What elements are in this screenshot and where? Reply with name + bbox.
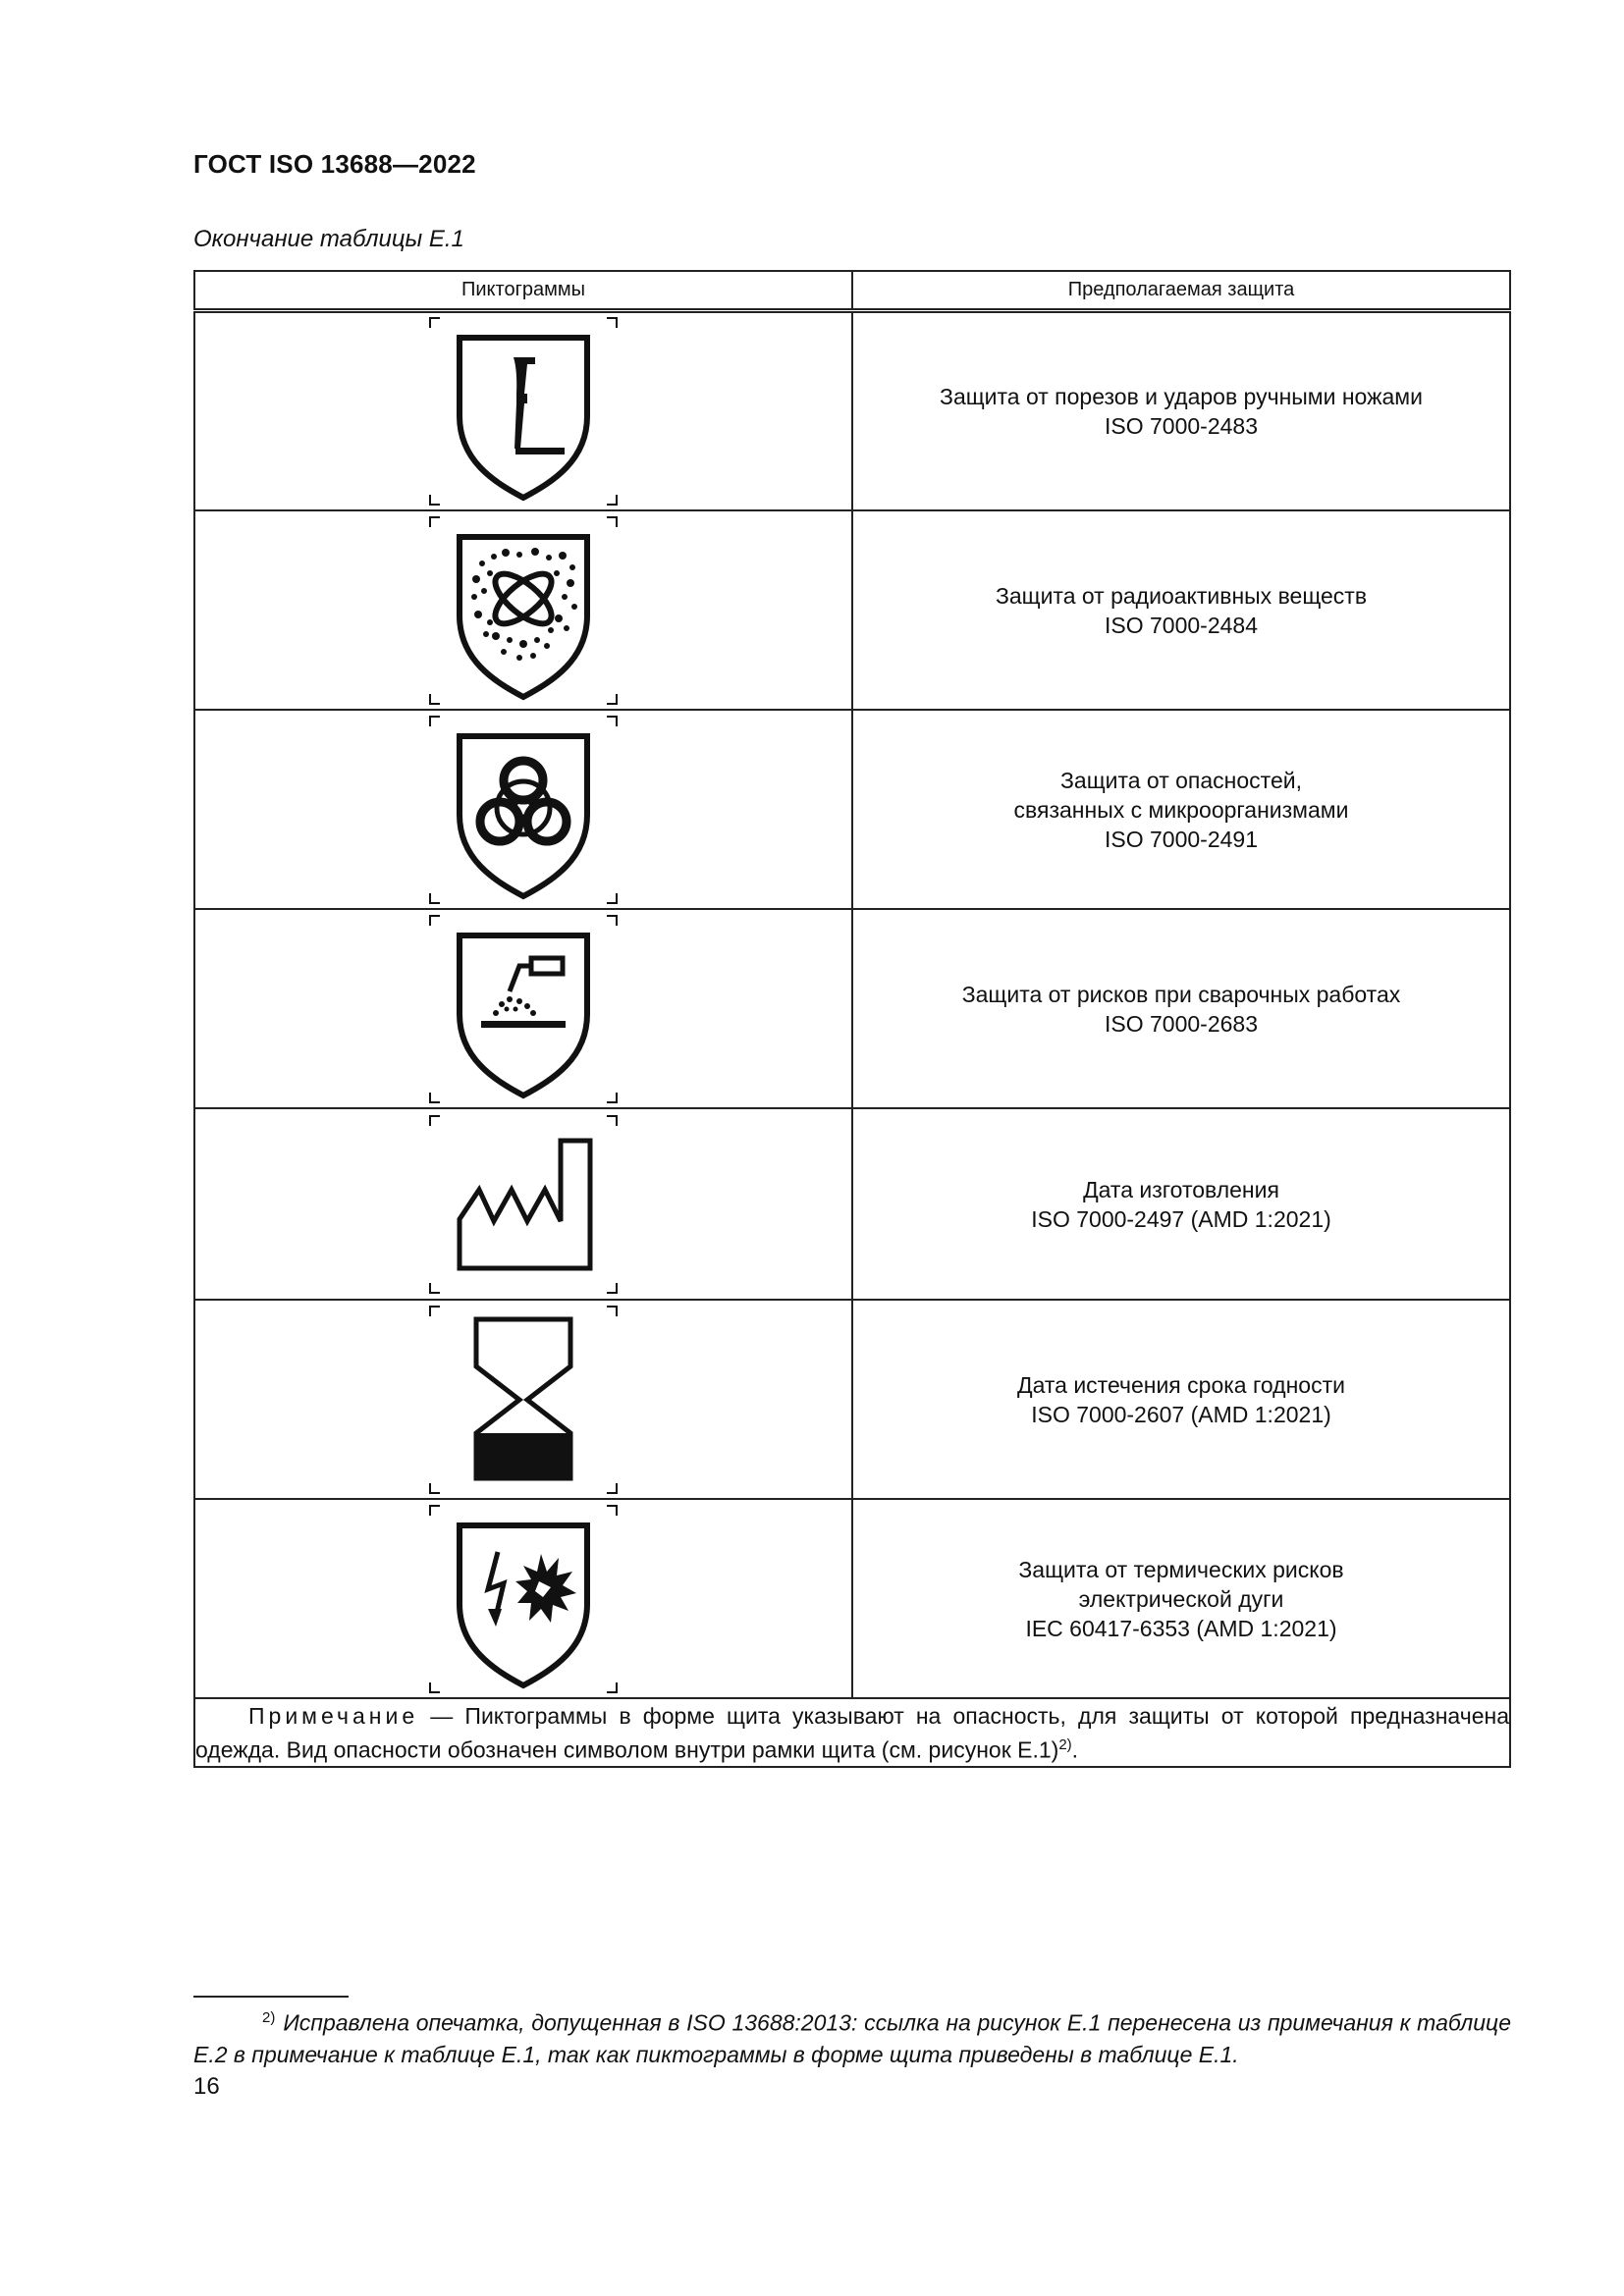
protection-description: Дата истечения срока годности ISO 7000-2607 (AMD 1:2021) — [852, 1300, 1510, 1499]
knife-cut-shield-icon — [425, 313, 622, 509]
hourglass-icon — [425, 1302, 622, 1498]
table-row — [194, 1499, 1510, 1698]
radioactive-shield-icon — [425, 512, 622, 709]
footnote-marker: 2) — [262, 2009, 276, 2026]
table-row — [194, 1108, 1510, 1300]
table-row — [194, 909, 1510, 1108]
note-text: — Пиктограммы в форме щита указывают на опасность, для защиты от которой предназначена одежда. Вид опасности обозначен символом внутри рамки щита (см. рисунок Е.1) — [195, 1702, 1509, 1763]
protection-description: Защита от радиоактивных веществ ISO 7000-2484 — [852, 510, 1510, 710]
footnote-text: Исправлена опечатка, допущенная в ISO 13688:2013: ссылка на рисунок Е.1 перенесена из примечания к таблице Е.2 в примечание к таблице Е.1, так как пиктограммы в форме щита приведены в таблице Е.1. — [193, 2009, 1511, 2067]
protection-description: Защита от термических рисков электрической дуги IEC 60417-6353 (AMD 1:2021) — [852, 1499, 1510, 1698]
table-note-row — [194, 1698, 1510, 1767]
electric-arc-shield-icon — [425, 1501, 622, 1697]
factory-icon — [425, 1111, 622, 1298]
table-row — [194, 1300, 1510, 1499]
protection-description: Защита от опасностей, связанных с микроорганизмами ISO 7000-2491 — [852, 710, 1510, 909]
table-row — [194, 510, 1510, 710]
table-row — [194, 311, 1510, 511]
protection-description: Дата изготовления ISO 7000-2497 (AMD 1:2021) — [852, 1108, 1510, 1300]
pictogram-cell — [194, 510, 852, 710]
biohazard-shield-icon — [425, 712, 622, 908]
pictogram-cell — [194, 710, 852, 909]
table-caption: Окончание таблицы Е.1 — [193, 226, 464, 252]
protection-description: Защита от порезов и ударов ручными ножами ISO 7000-2483 — [852, 311, 1510, 511]
document-header: ГОСТ ISO 13688—2022 — [193, 149, 476, 179]
note-label: Примечание — [248, 1702, 419, 1729]
note-end: . — [1071, 1736, 1079, 1763]
table-row — [194, 710, 1510, 909]
footnote-rule — [193, 1996, 349, 1998]
pictogram-cell — [194, 1499, 852, 1698]
pictogram-cell — [194, 909, 852, 1108]
pictogram-cell — [194, 1108, 852, 1300]
column-header-protection: Предполагаемая защита — [852, 271, 1510, 311]
note-footnote-ref: 2) — [1058, 1735, 1072, 1753]
pictogram-table — [193, 270, 1511, 1768]
pictogram-cell — [194, 311, 852, 511]
footnote — [193, 2002, 1511, 2070]
pictogram-cell — [194, 1300, 852, 1499]
page-number: 16 — [193, 2073, 220, 2100]
column-header-pictograms: Пиктограммы — [194, 271, 852, 311]
protection-description: Защита от рисков при сварочных работах ISO 7000-2683 — [852, 909, 1510, 1108]
table-header-row — [194, 271, 1510, 311]
welding-shield-icon — [425, 911, 622, 1107]
table-note — [194, 1698, 1510, 1767]
